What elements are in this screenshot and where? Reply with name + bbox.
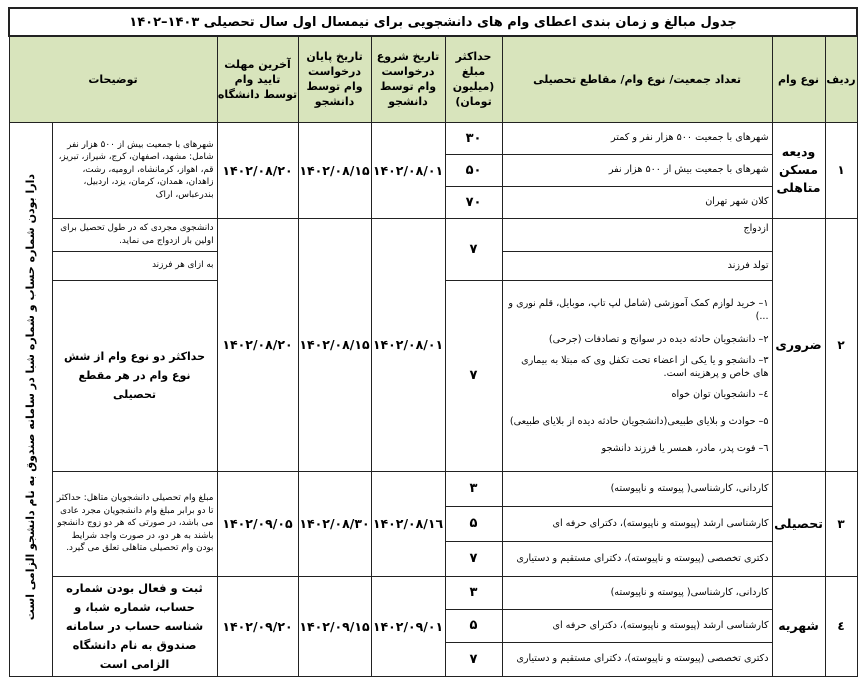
list-item: ۱– خرید لوازم کمک آموزشی (شامل لپ تاپ، موبایل، قلم نوری و ...)	[508, 297, 769, 322]
deadline-date: ۱۴۰۲/۰۸/۲۰	[217, 218, 298, 471]
loan-schedule-sheet	[8, 7, 856, 678]
loan-note: ثبت و فعال بودن شماره حساب، شماره شبا، و شناسه حساب در سامانه صندوق به نام دانشگاه الزامی است	[52, 576, 217, 676]
end-date: ۱۴۰۲/۰۸/۳۰	[298, 471, 371, 576]
row-number: ٤	[825, 576, 857, 676]
list-item: ۳– دانشجو و یا یکی از اعضاء تحت تکفل وی که مبتلا به بیماری های خاص و پرهزینه است.	[521, 354, 769, 379]
table-row	[9, 576, 857, 609]
row-number: ۲	[825, 218, 857, 471]
loan-description: ازدواج	[502, 218, 772, 251]
loan-description: دکتری تخصصی (پیوسته و ناپیوسته)، دکترای مستقیم و دستیاری	[502, 541, 772, 576]
deadline-date: ۱۴۰۲/۰۸/۲۰	[217, 122, 298, 218]
loan-description: کارشناسی ارشد (پیوسته و ناپیوسته)، دکترای حرفه ای	[502, 506, 772, 541]
loan-type: ضروری	[772, 218, 825, 471]
header-row-number: ردیف	[825, 36, 857, 122]
max-amount: ۷۰	[445, 186, 502, 218]
loan-description: کاردانی، کارشناسی( پیوسته و ناپیوسته)	[502, 471, 772, 506]
loan-description: کارشناسی ارشد (پیوسته و ناپیوسته)، دکترای حرفه ای	[502, 609, 772, 642]
loan-description: کلان شهر تهران	[502, 186, 772, 218]
max-amount: ۷	[445, 280, 502, 471]
header-end-date: تاریخ پایان درخواست وام توسط دانشجو	[298, 36, 371, 122]
row-number: ۱	[825, 122, 857, 218]
loan-description-list	[502, 280, 772, 471]
end-date: ۱۴۰۲/۰۸/۱۵	[298, 122, 371, 218]
loan-note: حداکثر دو نوع وام از شش نوع وام در هر مقطع تحصیلی	[52, 280, 217, 471]
header-description: تعداد جمعیت/ نوع وام/ مقاطع تحصیلی	[502, 36, 772, 122]
deadline-date: ۱۴۰۲/۰۹/۰۵	[217, 471, 298, 576]
start-date: ۱۴۰۲/۰۹/۰۱	[371, 576, 445, 676]
start-date: ۱۴۰۲/۰۸/۰۱	[371, 122, 445, 218]
loan-description: تولد فرزند	[502, 251, 772, 280]
loan-note: مبلغ وام تحصیلی دانشجویان متاهل: حداکثر تا دو برابر مبلغ وام دانشجویان مجرد عادی می باشد، در صورتی که هر دو زوج دانشجو باشند به هر دو، در صورت واجد شرایط بودن وام تحصیلی متاهلی تعلق می گیرد.	[52, 471, 217, 576]
loan-description: شهرهای با جمعیت بیش از ۵۰۰ هزار نفر	[502, 154, 772, 186]
max-amount: ۵	[445, 609, 502, 642]
side-note-text: دارا بودن شماره حساب و شماره شبا در سامانه صندوق به نام دانشجو الزامی است	[24, 174, 37, 621]
deadline-date: ۱۴۰۲/۰۹/۲۰	[217, 576, 298, 676]
max-amount: ۷	[445, 643, 502, 676]
header-max-amount: حداکثر مبلغ (میلیون تومان)	[445, 36, 502, 122]
max-amount: ۷	[445, 218, 502, 280]
table-row	[9, 218, 857, 251]
end-date: ۱۴۰۲/۰۸/۱۵	[298, 218, 371, 471]
end-date: ۱۴۰۲/۰۹/۱۵	[298, 576, 371, 676]
loan-description: کاردانی، کارشناسی( پیوسته و ناپیوسته)	[502, 576, 772, 609]
row-number: ۳	[825, 471, 857, 576]
loan-note: دانشجوی مجردی که در طول تحصیل برای اولین بار ازدواج می نماید.	[52, 218, 217, 251]
max-amount: ۳۰	[445, 122, 502, 154]
header-row	[9, 36, 857, 122]
table-title: جدول مبالغ و زمان بندی اعطای وام های دانشجویی برای نیمسال اول سال تحصیلی ۱۴۰۳–۱۴۰۲	[9, 8, 857, 36]
max-amount: ۳	[445, 576, 502, 609]
list-item: ٦– فوت پدر، مادر، همسر یا فرزند دانشجو	[601, 442, 769, 454]
loan-description: شهرهای با جمعیت ۵۰۰ هزار نفر و کمتر	[502, 122, 772, 154]
loan-note: شهرهای با جمعیت بیش از ۵۰۰ هزار نفر شامل: مشهد، اصفهان، کرج، شیراز، تبریز، قم، اهواز، کرمانشاه، ارومیه، رشت، زاهدان، همدان، کرمان، یزد، اردبیل، بندرعباس، اراک	[52, 122, 217, 218]
max-amount: ۷	[445, 541, 502, 576]
max-amount: ۵	[445, 506, 502, 541]
loan-type: تحصیلی	[772, 471, 825, 576]
loan-table	[8, 7, 858, 677]
loan-description: دکتری تخصصی (پیوسته و ناپیوسته)، دکترای مستقیم و دستیاری	[502, 643, 772, 676]
loan-note: به ازای هر فرزند	[52, 251, 217, 280]
header-deadline: آخرین مهلت تایید وام توسط دانشگاه	[217, 36, 298, 122]
start-date: ۱۴۰۲/۰۸/۱٦	[371, 471, 445, 576]
loan-type: شهریه	[772, 576, 825, 676]
list-item: ٤– دانشجویان توان خواه	[671, 388, 769, 400]
header-notes: توضیحات	[9, 36, 217, 122]
loan-type: ودیعه مسکن متاهلی	[772, 122, 825, 218]
max-amount: ۳	[445, 471, 502, 506]
list-item: ۵– حوادث و بلایای طبیعی(دانشجویان حادثه دیده از بلایای طبیعی)	[509, 415, 769, 427]
start-date: ۱۴۰۲/۰۸/۰۱	[371, 218, 445, 471]
header-start-date: تاریخ شروع درخواست وام توسط دانشجو	[371, 36, 445, 122]
table-row	[9, 471, 857, 506]
table-row	[9, 122, 857, 154]
header-loan-type: نوع وام	[772, 36, 825, 122]
side-note	[9, 122, 52, 676]
list-item: ۲– دانشجویان حادثه دیده در سوانح و تصادفات (جرحی)	[548, 333, 769, 345]
max-amount: ۵۰	[445, 154, 502, 186]
